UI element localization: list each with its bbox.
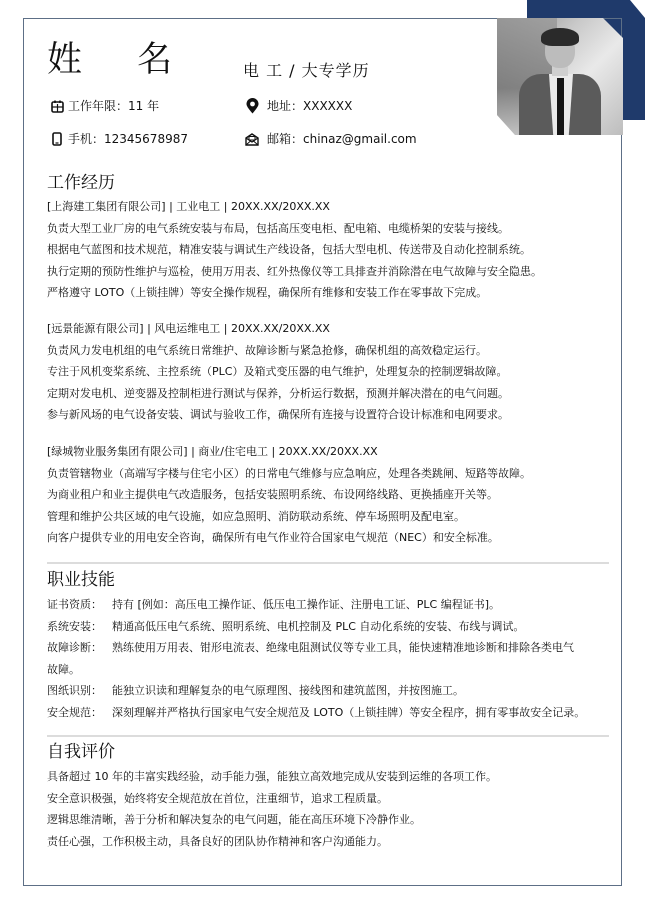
skills-list (47, 594, 617, 723)
section-divider (47, 735, 609, 737)
skill-label: 图纸识别： (47, 684, 102, 697)
job-line: 管理和维护公共区域的电气设施，如应急照明、消防联动系统、停车场照明及配电室。 (47, 509, 465, 523)
skill-label: 安全规范： (47, 705, 102, 719)
skill-value: 熟练使用万用表、钳形电流表、绝缘电阻测试仪等专业工具，能快速精准地诊断和排除各类电气 (112, 641, 574, 654)
job-line: 负责风力发电机组的电气系统日常维护、故障诊断与紧急抢修，确保机组的高效稳定运行。 (47, 343, 487, 357)
skill-value-continuation: 故障。 (47, 662, 80, 676)
phone-icon (50, 132, 64, 146)
skill-value: 深刻理解并严格执行国家电气安全规范及 LOTO（上锁挂牌）等安全程序，拥有零事故安全记录。 (112, 705, 586, 719)
skill-value: 精通高低压电气系统、照明系统、电机控制及 PLC 自动化系统的安装、布线与调试。 (112, 619, 525, 633)
candidate-name: 姓 名 (47, 40, 195, 80)
job-heading: [远景能源有限公司] | 风电运维电工 | 20XX.XX/20XX.XX (47, 322, 330, 335)
job-entry-1 (47, 196, 617, 304)
job-title-education: 电 工 / 大专学历 (243, 61, 370, 80)
phone-info (50, 131, 188, 147)
job-line: 根据电气蓝图和技术规范，精准安装与调试生产线设备，包括大型电机、传送带及自动化控制系统。 (47, 243, 531, 256)
skill-value: 能独立识读和理解复杂的电气原理图、接线图和建筑蓝图，并按图施工。 (112, 684, 464, 697)
section-divider (47, 562, 609, 564)
profile-photo (497, 18, 623, 135)
self-eval-line: 责任心强，工作积极主动，具备良好的团队协作精神和客户沟通能力。 (47, 834, 388, 848)
photo-hair (541, 28, 579, 46)
phone-text: 手机：12345678987 (68, 132, 188, 146)
email-info (245, 131, 417, 147)
work-years-text: 工作年限：11 年 (68, 99, 160, 113)
envelope-icon (245, 132, 259, 146)
job-entry-3 (47, 441, 617, 549)
job-line: 向客户提供专业的用电安全咨询，确保所有电气作业符合国家电气规范（NEC）和安全标准。 (47, 531, 499, 544)
skill-item (47, 680, 617, 702)
skill-label: 系统安装： (47, 619, 102, 633)
section-title-skills: 职业技能 (47, 570, 115, 590)
self-eval-list (47, 766, 617, 852)
job-line: 为商业租户和业主提供电气改造服务，包括安装照明系统、布设网络线路、更换插座开关等。 (47, 488, 498, 501)
skill-item (47, 616, 617, 638)
job-heading: [绿城物业服务集团有限公司] | 商业/住宅电工 | 20XX.XX/20XX.XX (47, 445, 378, 458)
self-eval-line: 逻辑思维清晰，善于分析和解决复杂的电气问题，能在高压环境下冷静作业。 (47, 813, 421, 826)
job-line: 执行定期的预防性维护与巡检，使用万用表、红外热像仪等工具排查并消除潜在电气故障与安全隐患。 (47, 264, 542, 278)
section-title-self-eval: 自我评价 (47, 742, 115, 762)
skill-item (47, 637, 617, 659)
email-text: 邮箱：chinaz@gmail.com (267, 132, 417, 146)
job-line: 严格遵守 LOTO（上锁挂牌）等安全操作规程，确保所有维修和安装工作在零事故下完成。 (47, 286, 488, 299)
job-line: 参与新风场的电气设备安装、调试与验收工作，确保所有连接与设置符合设计标准和电网要求。 (47, 408, 509, 421)
job-line: 负责大型工业厂房的电气系统安装与布局，包括高压变电柜、配电箱、电缆桥架的安装与接线。 (47, 221, 509, 235)
location-pin-icon (245, 99, 259, 113)
skill-label: 故障诊断： (47, 641, 102, 654)
self-eval-line: 安全意识极强，始终将安全规范放在首位，注重细节，追求工程质量。 (47, 791, 388, 805)
calendar-icon (50, 99, 64, 113)
skill-label: 证书资质： (47, 598, 102, 611)
job-entry-2 (47, 318, 617, 426)
self-eval-line: 具备超过 10 年的丰富实践经验，动手能力强，能独立高效地完成从安装到运维的各项工作。 (47, 770, 497, 783)
job-line: 定期对发电机、逆变器及控制柜进行测试与保养，分析运行数据，预测并解决潜在的电气问题。 (47, 386, 509, 400)
skill-item (47, 702, 617, 724)
photo-tie (557, 78, 564, 135)
address-text: 地址：XXXXXX (267, 99, 353, 113)
job-heading: [上海建工集团有限公司] | 工业电工 | 20XX.XX/20XX.XX (47, 200, 330, 213)
skill-item (47, 594, 617, 616)
address-info (245, 98, 352, 114)
skill-value: 持有 [例如：高压电工操作证、低压电工操作证、注册电工证、PLC 编程证书]。 (112, 598, 501, 611)
job-line: 负责管辖物业（高端写字楼与住宅小区）的日常电气维修与应急响应，处理各类跳闸、短路等故障。 (47, 466, 531, 480)
job-line: 专注于风机变桨系统、主控系统（PLC）及箱式变压器的电气维护，处理复杂的控制逻辑故障。 (47, 365, 508, 378)
section-title-work: 工作经历 (47, 173, 115, 193)
work-years-info (50, 98, 159, 114)
